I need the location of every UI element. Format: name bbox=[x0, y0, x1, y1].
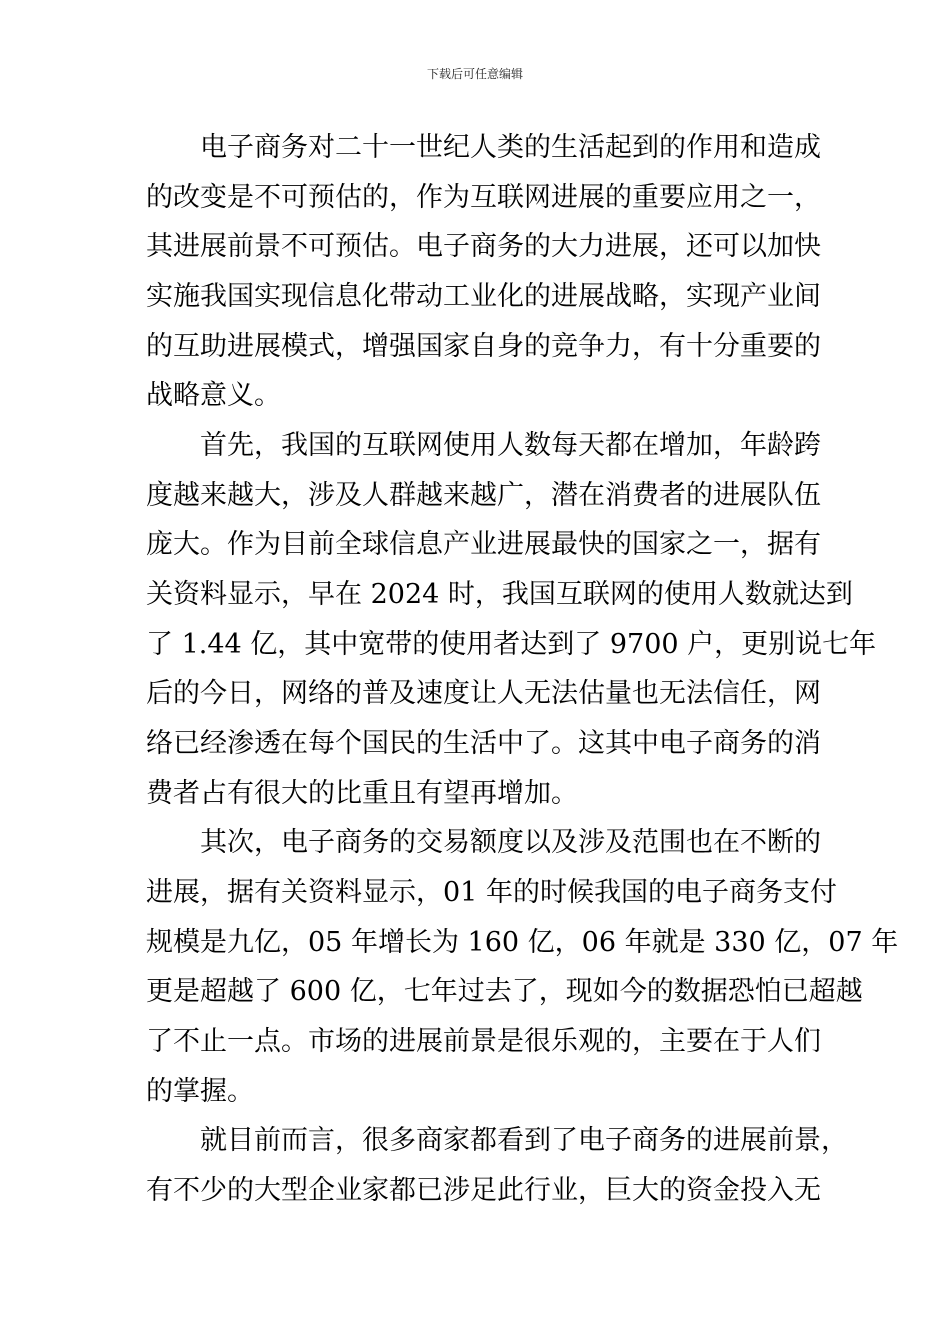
text-line: 的改变是不可预估的，作为互联网进展的重要应用之一， bbox=[146, 182, 821, 213]
text-line: 的掌握。 bbox=[146, 1076, 254, 1107]
text-line: 关资料显示，早在 2024 时，我国互联网的使用人数就达到 bbox=[146, 579, 853, 610]
text-line: 更是超越了 600 亿，七年过去了，现如今的数据恐怕已超越 bbox=[146, 976, 863, 1007]
text-line: 了 1.44 亿，其中宽带的使用者达到了 9700 户，更别说七年 bbox=[146, 629, 877, 660]
text-line: 电子商务对二十一世纪人类的生活起到的作用和造成 bbox=[146, 132, 821, 163]
text-line: 规模是九亿，05 年增长为 160 亿，06 年就是 330 亿，07 年 bbox=[146, 927, 899, 958]
text-line: 了不止一点。市场的进展前景是很乐观的，主要在于人们 bbox=[146, 1026, 821, 1057]
text-line: 其进展前景不可预估。电子商务的大力进展，还可以加快 bbox=[146, 231, 821, 262]
page-header: 下载后可任意编辑 bbox=[426, 67, 523, 81]
text-line: 度越来越大，涉及人群越来越广，潜在消费者的进展队伍 bbox=[146, 480, 821, 511]
text-line: 络已经渗透在每个国民的生活中了。这其中电子商务的消 bbox=[146, 728, 821, 759]
text-line: 费者占有很大的比重且有望再增加。 bbox=[146, 778, 578, 809]
text-line: 就目前而言，很多商家都看到了电子商务的进展前景， bbox=[146, 1125, 848, 1156]
text-line: 有不少的大型企业家都已涉足此行业，巨大的资金投入无 bbox=[146, 1175, 821, 1206]
text-line: 战略意义。 bbox=[146, 380, 281, 411]
text-line: 的互助进展模式，增强国家自身的竞争力，有十分重要的 bbox=[146, 331, 821, 362]
text-line: 进展，据有关资料显示，01 年的时候我国的电子商务支付 bbox=[146, 877, 837, 908]
text-line: 其次，电子商务的交易额度以及涉及范围也在不断的 bbox=[146, 827, 821, 858]
text-line: 后的今日，网络的普及速度让人无法估量也无法信任，网 bbox=[146, 678, 821, 709]
text-line: 庞大。作为目前全球信息产业进展最快的国家之一，据有 bbox=[146, 529, 821, 560]
text-line: 实施我国实现信息化带动工业化的进展战略，实现产业间 bbox=[146, 281, 821, 312]
text-line: 首先，我国的互联网使用人数每天都在增加，年龄跨 bbox=[146, 430, 821, 461]
